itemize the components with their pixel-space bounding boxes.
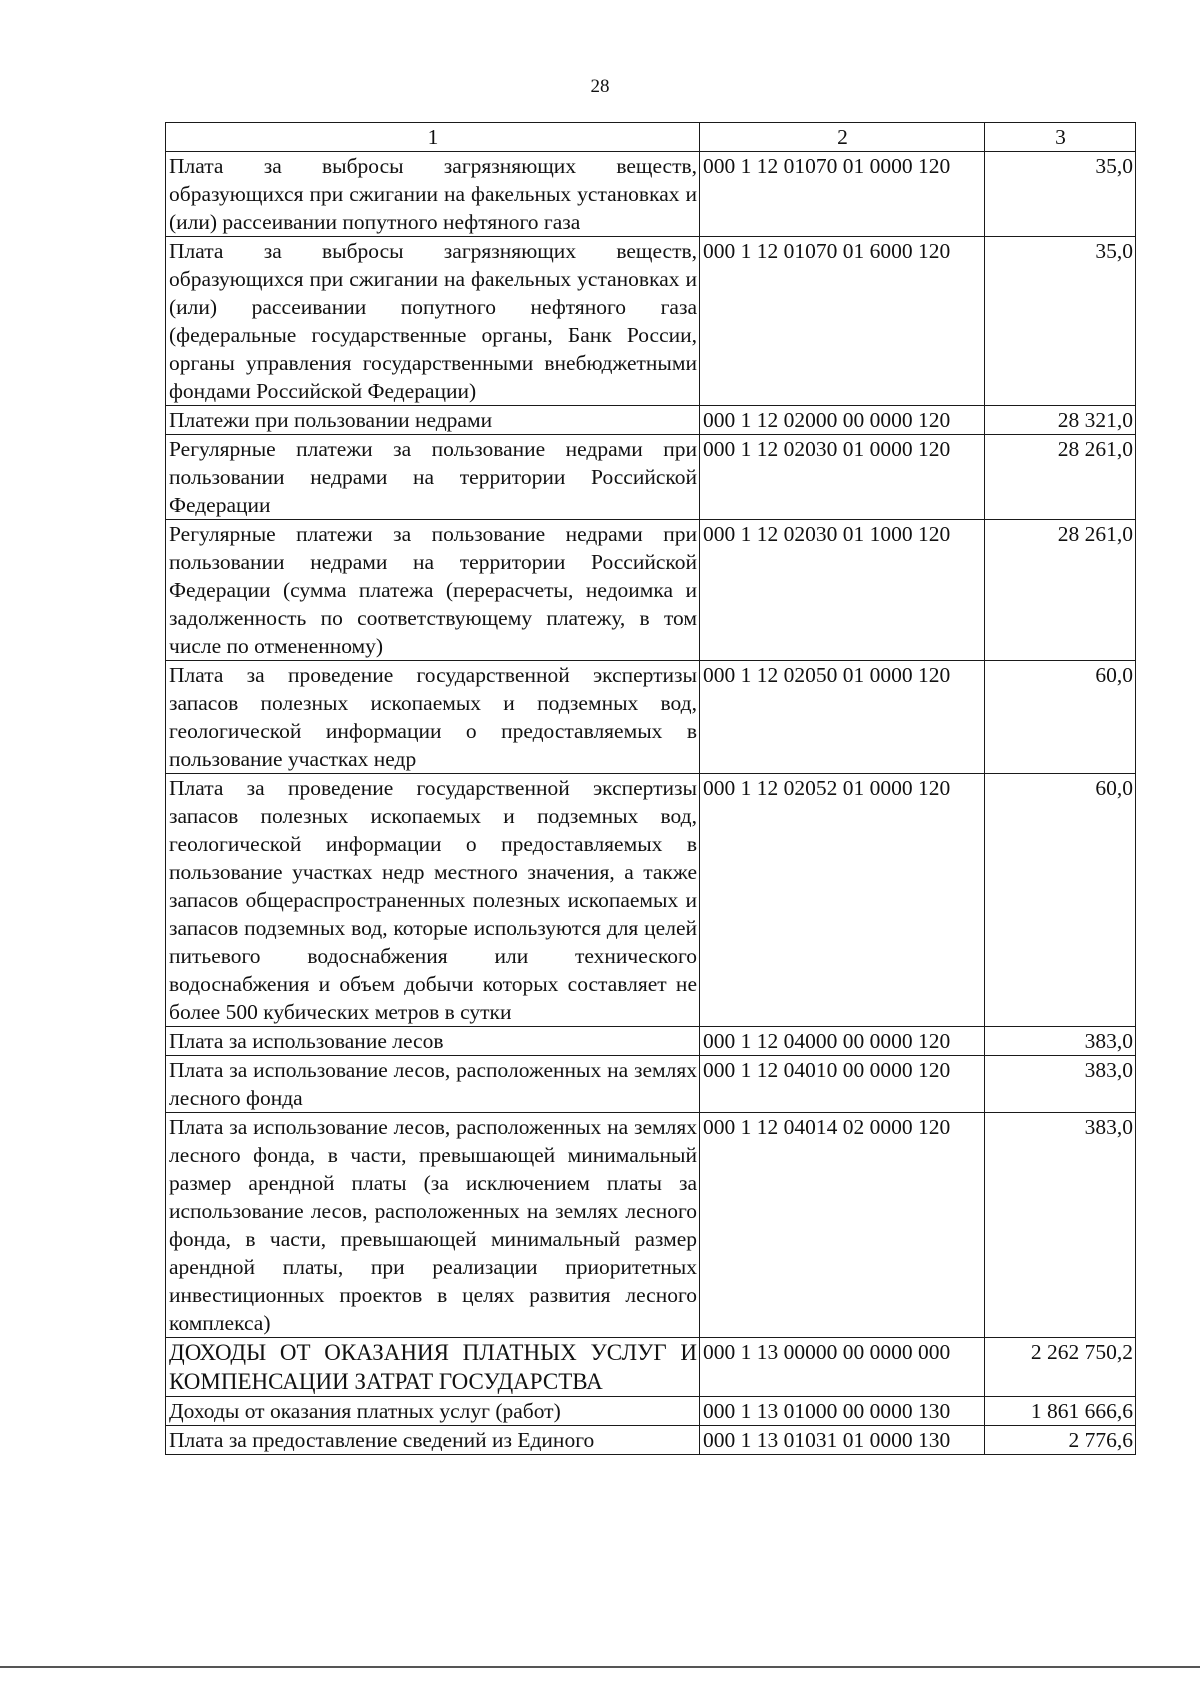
table-row <box>166 520 1136 661</box>
revenue-name: Плата за выбросы загрязняющих веществ, образующихся при сжигании на факельных установках и (или) рассеивании попутного нефтяного газа (федеральные государственные органы, Банк России, органы управления государственными внебюджетными фондами Российской Федерации) <box>166 237 700 406</box>
table-row <box>166 774 1136 1027</box>
table-header-row <box>166 123 1136 152</box>
revenue-amount: 28 261,0 <box>985 435 1136 520</box>
revenue-amount: 60,0 <box>985 661 1136 774</box>
table-row <box>166 406 1136 435</box>
revenue-name: Плата за выбросы загрязняющих веществ, образующихся при сжигании на факельных установках и (или) рассеивании попутного нефтяного газа <box>166 152 700 237</box>
revenue-name: Плата за использование лесов, расположенных на землях лесного фонда, в части, превышающей минимальный размер арендной платы (за исключением платы за использование лесов, расположенных на землях лесного фонда, в части, превышающей минимальный размер арендной платы, при реализации приоритетных инвестиционных проектов в целях развития лесного комплекса) <box>166 1113 700 1338</box>
scan-edge-line <box>0 1666 1200 1668</box>
revenue-name: ДОХОДЫ ОТ ОКАЗАНИЯ ПЛАТНЫХ УСЛУГ И КОМПЕНСАЦИИ ЗАТРАТ ГОСУДАРСТВА <box>166 1338 700 1397</box>
revenue-amount: 28 321,0 <box>985 406 1136 435</box>
revenue-code: 000 1 12 04010 00 0000 120 <box>700 1056 985 1113</box>
revenue-code: 000 1 12 02050 01 0000 120 <box>700 661 985 774</box>
budget-revenue-table <box>165 122 1136 1455</box>
table-row <box>166 1426 1136 1455</box>
revenue-amount: 60,0 <box>985 774 1136 1027</box>
revenue-name: Доходы от оказания платных услуг (работ) <box>166 1397 700 1426</box>
revenue-amount: 383,0 <box>985 1027 1136 1056</box>
revenue-code: 000 1 12 02000 00 0000 120 <box>700 406 985 435</box>
revenue-name: Регулярные платежи за пользование недрами при пользовании недрами на территории Российской Федерации <box>166 435 700 520</box>
revenue-amount: 2 776,6 <box>985 1426 1136 1455</box>
revenue-amount: 35,0 <box>985 152 1136 237</box>
page-number: 28 <box>590 76 610 97</box>
revenue-amount: 28 261,0 <box>985 520 1136 661</box>
table-row <box>166 152 1136 237</box>
table-row <box>166 1338 1136 1397</box>
column-header-name: 1 <box>166 123 700 152</box>
revenue-name: Плата за предоставление сведений из Единого <box>166 1426 700 1455</box>
revenue-name: Платежи при пользовании недрами <box>166 406 700 435</box>
revenue-amount: 1 861 666,6 <box>985 1397 1136 1426</box>
revenue-name: Плата за использование лесов, расположенных на землях лесного фонда <box>166 1056 700 1113</box>
revenue-name: Плата за использование лесов <box>166 1027 700 1056</box>
column-header-amount: 3 <box>985 123 1136 152</box>
revenue-code: 000 1 12 02052 01 0000 120 <box>700 774 985 1027</box>
revenue-code: 000 1 12 02030 01 1000 120 <box>700 520 985 661</box>
revenue-amount: 2 262 750,2 <box>985 1338 1136 1397</box>
revenue-code: 000 1 13 00000 00 0000 000 <box>700 1338 985 1397</box>
revenue-name: Плата за проведение государственной экспертизы запасов полезных ископаемых и подземных вод, геологической информации о предоставляемых в пользование участках недр <box>166 661 700 774</box>
revenue-code: 000 1 12 04000 00 0000 120 <box>700 1027 985 1056</box>
revenue-code: 000 1 12 02030 01 0000 120 <box>700 435 985 520</box>
table-row <box>166 1056 1136 1113</box>
revenue-code: 000 1 13 01031 01 0000 130 <box>700 1426 985 1455</box>
revenue-amount: 383,0 <box>985 1056 1136 1113</box>
revenue-amount: 35,0 <box>985 237 1136 406</box>
table-row <box>166 435 1136 520</box>
revenue-code: 000 1 12 01070 01 0000 120 <box>700 152 985 237</box>
revenue-name: Плата за проведение государственной экспертизы запасов полезных ископаемых и подземных вод, геологической информации о предоставляемых в пользование участках недр местного значения, а также запасов общераспространенных полезных ископаемых и запасов подземных вод, которые используются для целей питьевого водоснабжения или технического водоснабжения и объем добычи которых составляет не более 500 кубических метров в сутки <box>166 774 700 1027</box>
revenue-code: 000 1 12 01070 01 6000 120 <box>700 237 985 406</box>
revenue-code: 000 1 12 04014 02 0000 120 <box>700 1113 985 1338</box>
table-row <box>166 1027 1136 1056</box>
revenue-amount: 383,0 <box>985 1113 1136 1338</box>
column-header-code: 2 <box>700 123 985 152</box>
revenue-code: 000 1 13 01000 00 0000 130 <box>700 1397 985 1426</box>
revenue-name: Регулярные платежи за пользование недрами при пользовании недрами на территории Российской Федерации (сумма платежа (перерасчеты, недоимка и задолженность по соответствующему платежу, в том числе по отмененному) <box>166 520 700 661</box>
table-row <box>166 661 1136 774</box>
table-row <box>166 237 1136 406</box>
table-row <box>166 1113 1136 1338</box>
table-row <box>166 1397 1136 1426</box>
